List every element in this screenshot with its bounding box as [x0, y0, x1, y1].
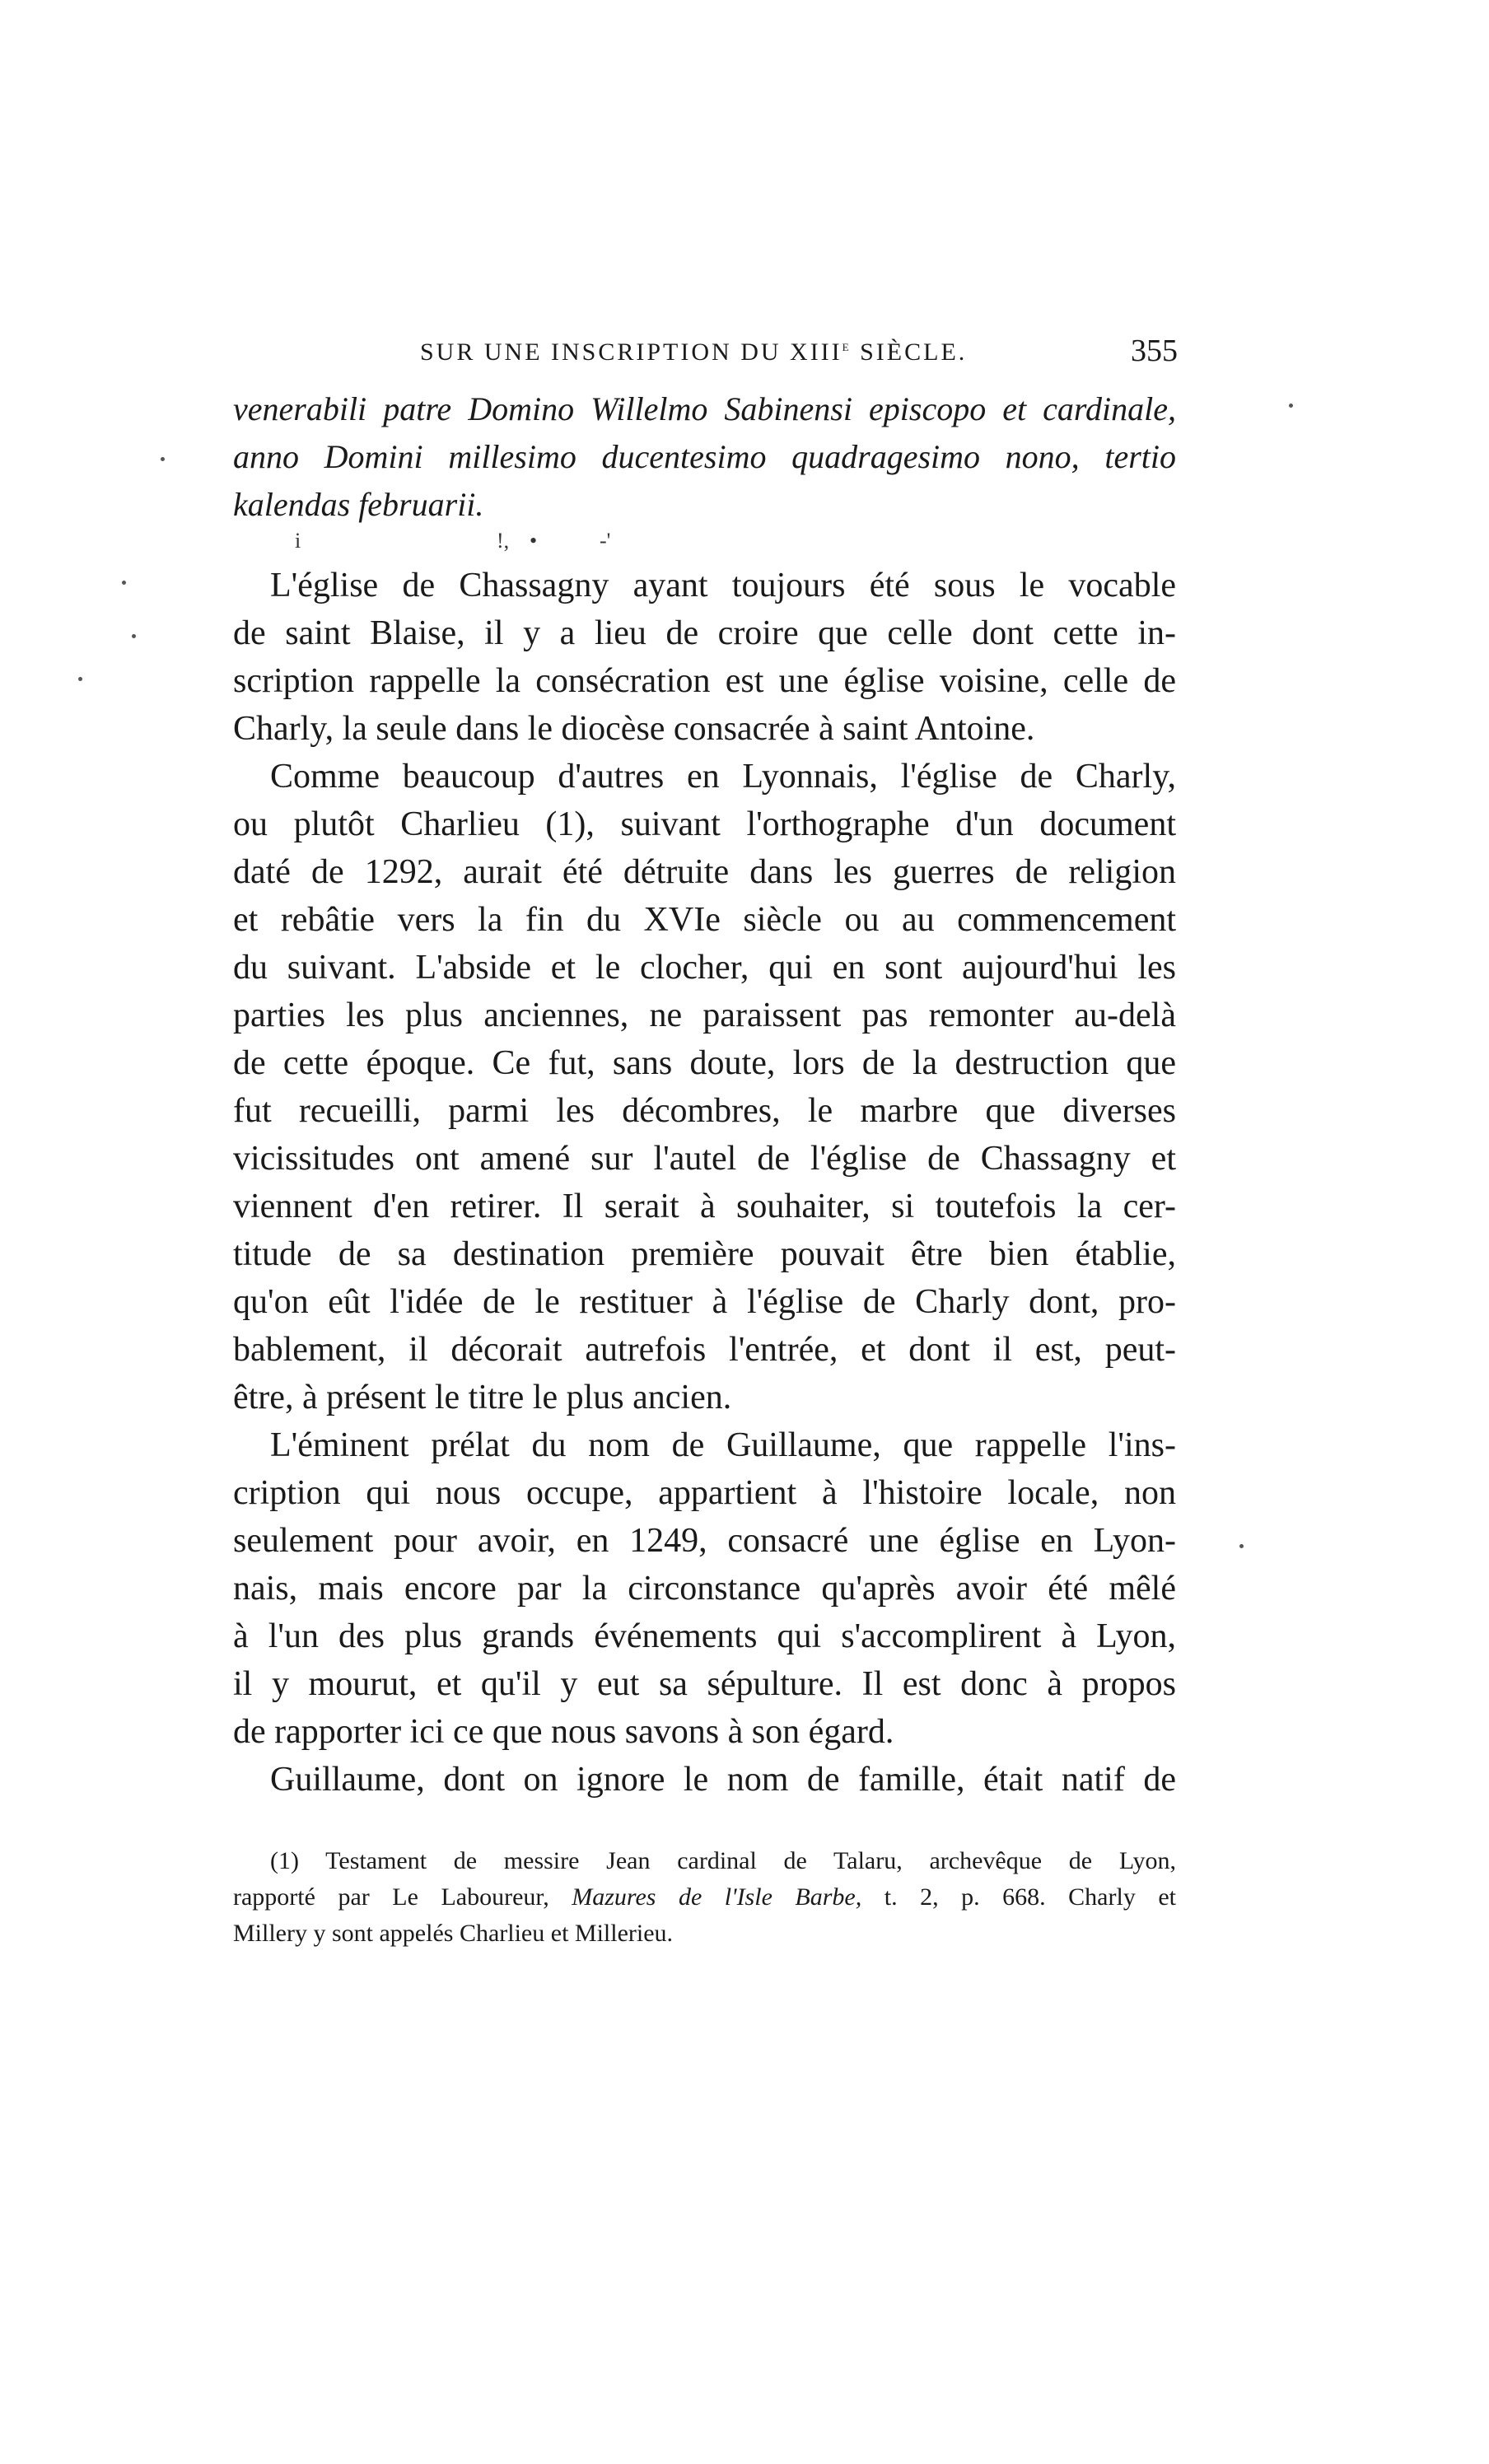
paragraph-3	[233, 1421, 1176, 1756]
scan-mark: i	[295, 529, 301, 553]
century-superscript: e	[842, 338, 852, 354]
text-line: de rapporter ici ce que nous savons à son égard.	[233, 1713, 894, 1751]
text-line: et rebâtie vers la fin du XVIe siècle ou au commencement	[233, 901, 1176, 939]
scan-mark: -'	[600, 529, 611, 553]
text-line: de cette époque. Ce fut, sans doute, lors de la destruction que	[233, 1044, 1176, 1082]
quote-line: venerabili patre Domino Willelmo Sabinensi episcopo et cardinale,	[233, 390, 1176, 427]
scan-speck	[1289, 404, 1293, 408]
footnote-line: Millery y sont appelés Charlieu et Millerieu.	[233, 1920, 674, 1947]
text-line: vicissitudes ont amené sur l'autel de l'église de Chassagny et	[233, 1140, 1176, 1178]
scan-mark: !,	[497, 529, 510, 553]
scan-speck	[161, 457, 165, 461]
text-line: à l'un des plus grands événements qui s'accomplirent à Lyon,	[233, 1617, 1176, 1655]
text-line: qu'on eût l'idée de le restituer à l'église de Charly dont, pro-	[233, 1283, 1176, 1321]
scan-speck	[122, 581, 126, 585]
running-title: SUR UNE INSCRIPTION DU XIIIe SIÈCLE.	[420, 338, 968, 366]
text-line: L'église de Chassagny ayant toujours été sous le vocable	[270, 567, 1176, 604]
text-line: scription rappelle la consécration est une église voisine, celle de	[233, 662, 1176, 700]
text-line: nais, mais encore par la circonstance qu'après avoir été mêlé	[233, 1570, 1176, 1608]
text-line: L'éminent prélat du nom de Guillaume, que rappelle l'ins-	[270, 1426, 1176, 1464]
running-head	[231, 334, 1178, 379]
scan-mark: •	[530, 529, 538, 553]
footnote	[233, 1843, 1176, 1952]
text-line: ou plutôt Charlieu (1), suivant l'orthographe d'un document	[233, 805, 1176, 843]
text-line: être, à présent le titre le plus ancien.	[233, 1379, 732, 1416]
footnote-line: (1) Testament de messire Jean cardinal de Talaru, archevêque de Lyon,	[270, 1847, 1176, 1874]
paragraph-2	[233, 753, 1176, 1421]
scan-marks	[233, 529, 1176, 562]
body-text	[233, 385, 1176, 1804]
latin-quote	[233, 385, 1176, 529]
text-line: bablement, il décorait autrefois l'entrée, et dont il est, peut-	[233, 1331, 1176, 1369]
paragraph-1	[233, 562, 1176, 753]
paragraph-4	[233, 1756, 1176, 1804]
text-line: titude de sa destination première pouvait être bien établie,	[233, 1235, 1176, 1273]
text-line: parties les plus anciennes, ne paraissent pas remonter au-delà	[233, 996, 1176, 1034]
text-line: de saint Blaise, il y a lieu de croire que celle dont cette in-	[233, 614, 1176, 652]
quote-line: anno Domini millesimo ducentesimo quadragesimo nono, tertio	[233, 438, 1176, 475]
text-line: Charly, la seule dans le diocèse consacrée à saint Antoine.	[233, 710, 1035, 748]
text-line: cription qui nous occupe, appartient à l'histoire locale, non	[233, 1474, 1176, 1512]
page-number: 355	[1131, 334, 1178, 368]
text-line: seulement pour avoir, en 1249, consacré une église en Lyon-	[233, 1522, 1176, 1560]
quote-line: kalendas februarii.	[233, 486, 484, 523]
text-line: daté de 1292, aurait été détruite dans les guerres de religion	[233, 853, 1176, 891]
footnote-line: rapporté par Le Laboureur, Mazures de l'Isle Barbe, t. 2, p. 668. Charly et	[233, 1883, 1176, 1911]
footnote-title: Mazures de l'Isle Barbe,	[572, 1883, 862, 1911]
text-line: Guillaume, dont on ignore le nom de famille, était natif de	[270, 1761, 1176, 1799]
scan-speck	[1239, 1544, 1244, 1548]
text-line: viennent d'en retirer. Il serait à souhaiter, si toutefois la cer-	[233, 1188, 1176, 1225]
scan-speck	[78, 677, 82, 681]
text-line: il y mourut, et qu'il y eut sa sépulture. Il est donc à propos	[233, 1665, 1176, 1703]
text-line: Comme beaucoup d'autres en Lyonnais, l'église de Charly,	[270, 758, 1176, 796]
scan-speck	[132, 634, 136, 638]
text-line: du suivant. L'abside et le clocher, qui en sont aujourd'hui les	[233, 949, 1176, 987]
text-line: fut recueilli, parmi les décombres, le marbre que diverses	[233, 1092, 1176, 1130]
